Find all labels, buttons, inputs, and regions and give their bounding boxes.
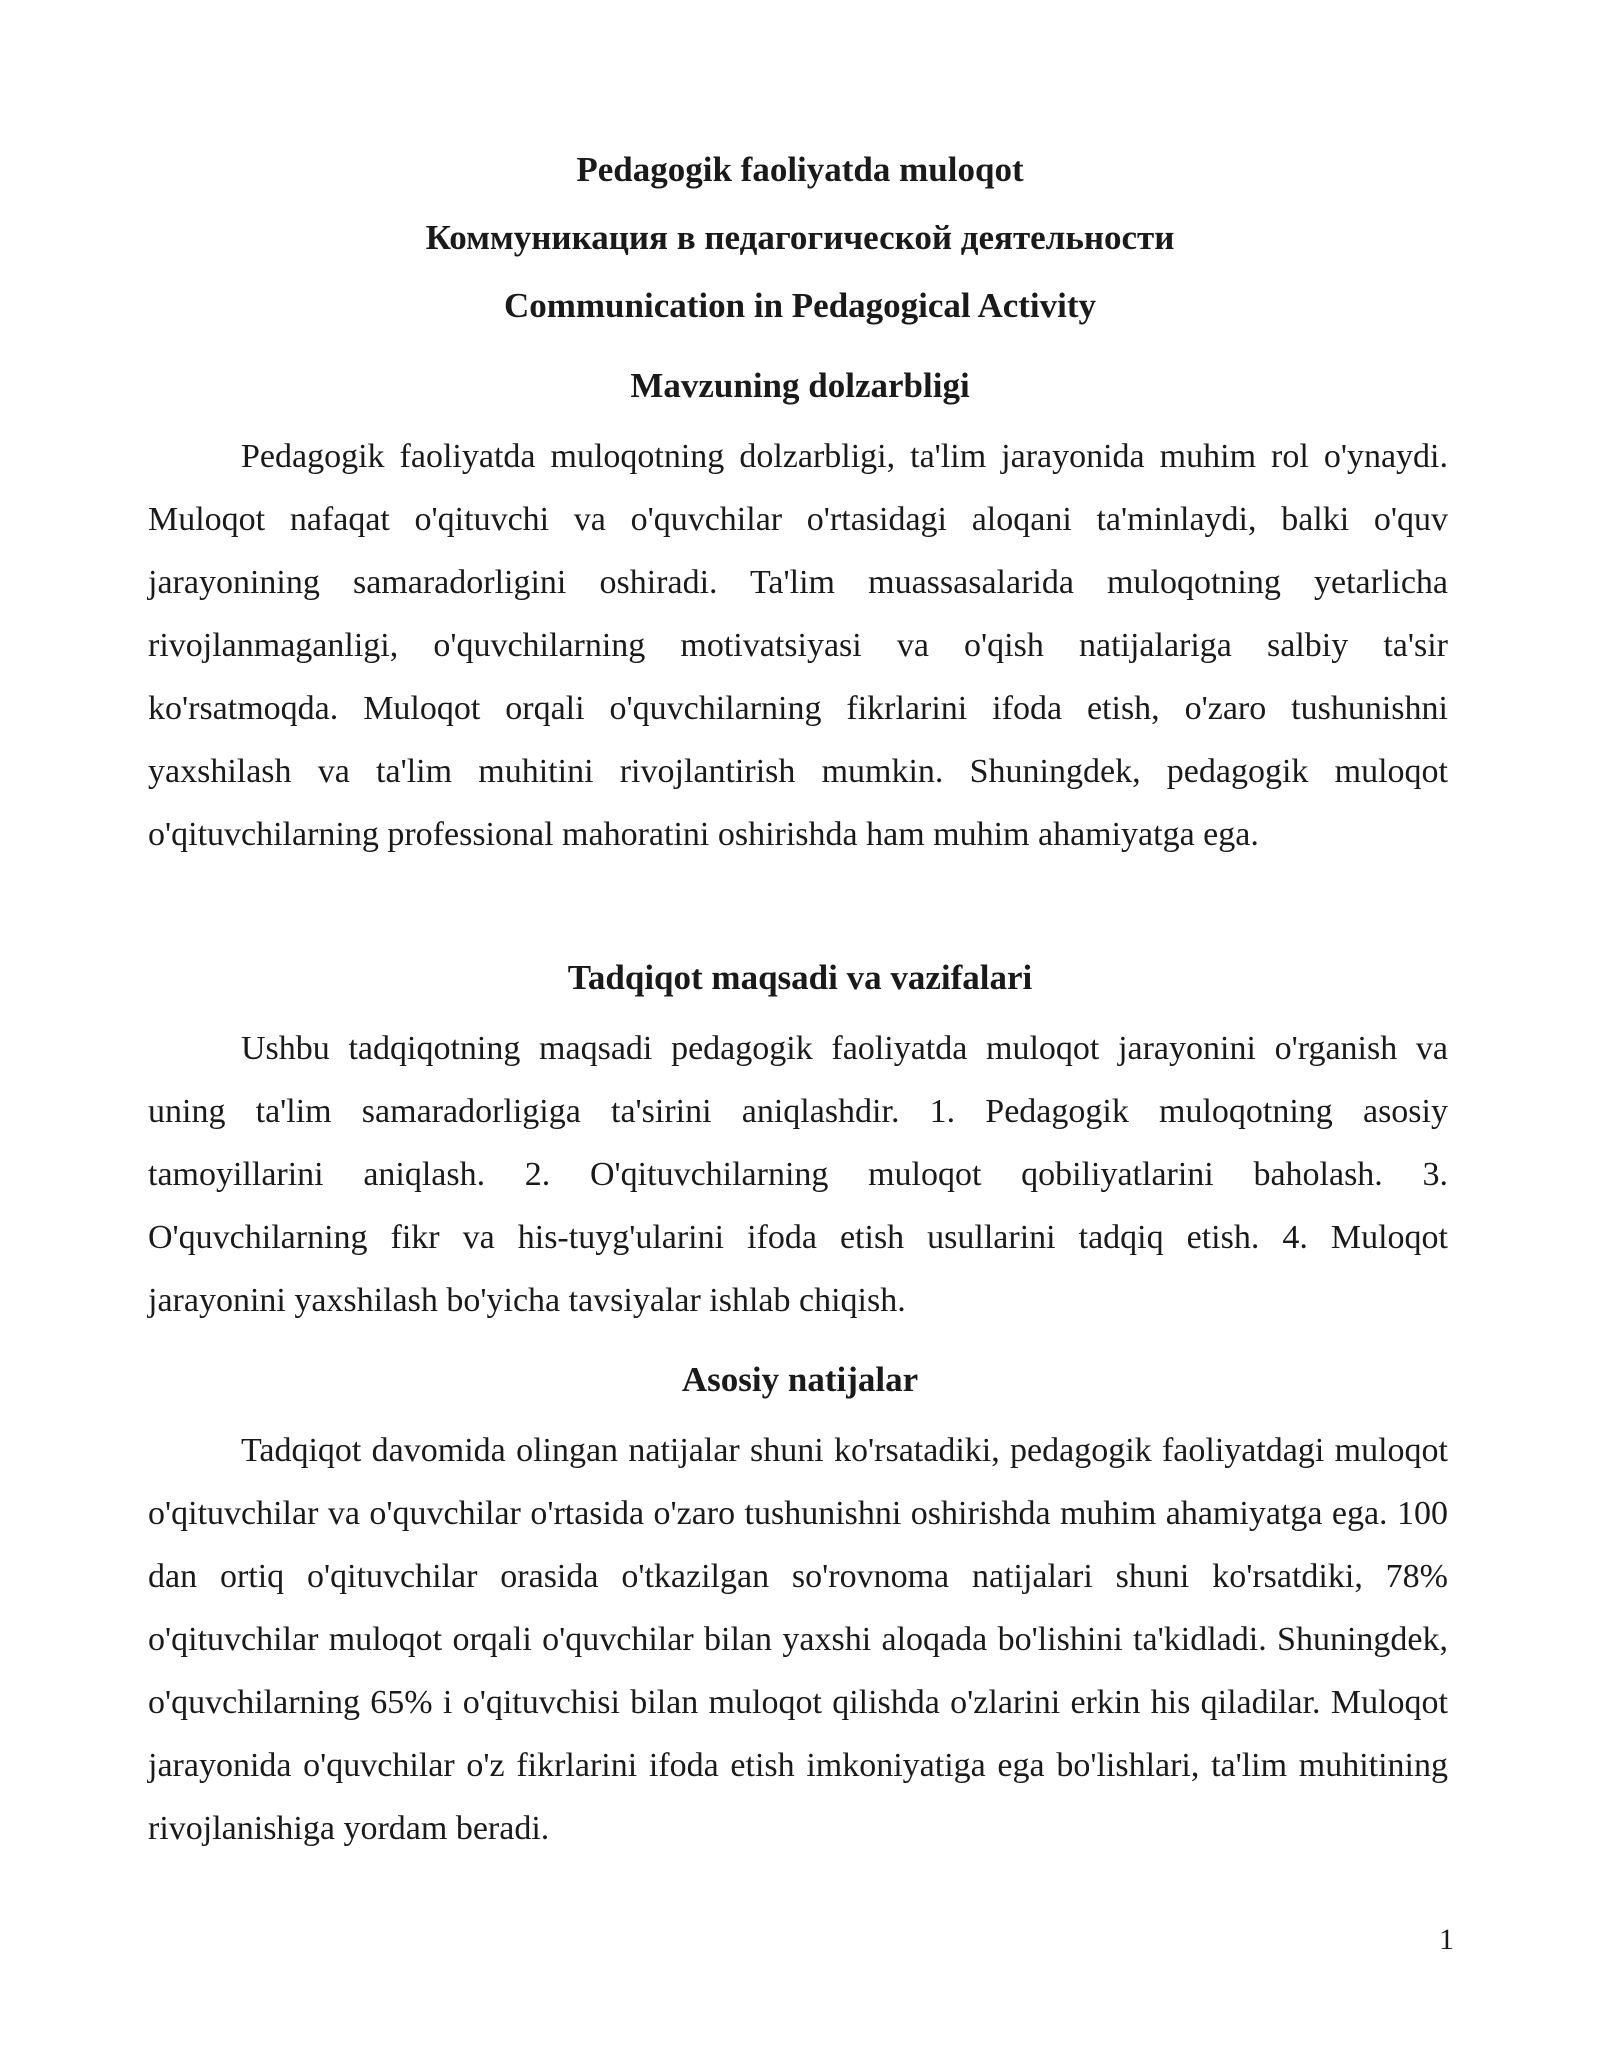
page-number: 1	[1439, 1923, 1454, 1956]
section-heading-results: Asosiy natijalar	[681, 1360, 919, 1399]
title-english: Communication in Pedagogical Activity	[503, 286, 1097, 325]
title-uzbek: Pedagogik faoliyatda muloqot	[576, 150, 1024, 189]
section-heading-relevance: Mavzuning dolzarbligi	[630, 366, 970, 405]
section-heading-goals: Tadqiqot maqsadi va vazifalari	[567, 958, 1033, 997]
section-paragraph-relevance: Pedagogik faoliyatda muloqotning dolzarbligi, ta'lim jarayonida muhim rol o'ynaydi. Muloqot nafaqat o'qituvchi va o'quvchilar o'rtasidagi aloqani ta'minlaydi, balki o'quv jarayonining samaradorligini oshiradi. Ta'lim muassasalarida muloqotning yetarlicha rivojlanmaganligi, o'quvchilarning motivatsiyasi va o'qish natijalariga salbiy ta'sir ko'rsatmoqda. Muloqot orqali o'quvchilarning fikrlarini ifoda etish, o'zaro tushunishni yaxshilash va ta'lim muhitini rivojlantirish mumkin. Shuningdek, pedagogik muloqot o'qituvchilarning professional mahoratini oshirishda ham muhim ahamiyatga ega.	[148, 438, 1448, 853]
section-paragraph-goals: Ushbu tadqiqotning maqsadi pedagogik faoliyatda muloqot jarayonini o'rganish va uning ta'lim samaradorligiga ta'sirini aniqlashdir. 1. Pedagogik muloqotning asosiy tamoyillarini aniqlash. 2. O'qituvchilarning muloqot qobiliyatlarini baholash. 3. O'quvchilarning fikr va his-tuyg'ularini ifoda etish usullarini tadqiq etish. 4. Muloqot jarayonini yaxshilash bo'yicha tavsiyalar ishlab chiqish.	[148, 1030, 1448, 1319]
section-paragraph-results: Tadqiqot davomida olingan natijalar shuni ko'rsatadiki, pedagogik faoliyatdagi muloqot o'qituvchilar va o'quvchilar o'rtasida o'zaro tushunishni oshirishda muhim ahamiyatga ega. 100 dan ortiq o'qituvchilar orasida o'tkazilgan so'rovnoma natijalari shuni ko'rsatdiki, 78% o'qituvchilar muloqot orqali o'quvchilar bilan yaxshi aloqada bo'lishini ta'kidladi. Shuningdek, o'quvchilarning 65% i o'qituvchisi bilan muloqot qilishda o'zlarini erkin his qiladilar. Muloqot jarayonida o'quvchilar o'z fikrlarini ifoda etish imkoniyatiga ega bo'lishlari, ta'lim muhitining rivojlanishiga yordam beradi.	[148, 1432, 1448, 1847]
title-russian: Коммуникация в педагогической деятельности	[425, 218, 1175, 257]
